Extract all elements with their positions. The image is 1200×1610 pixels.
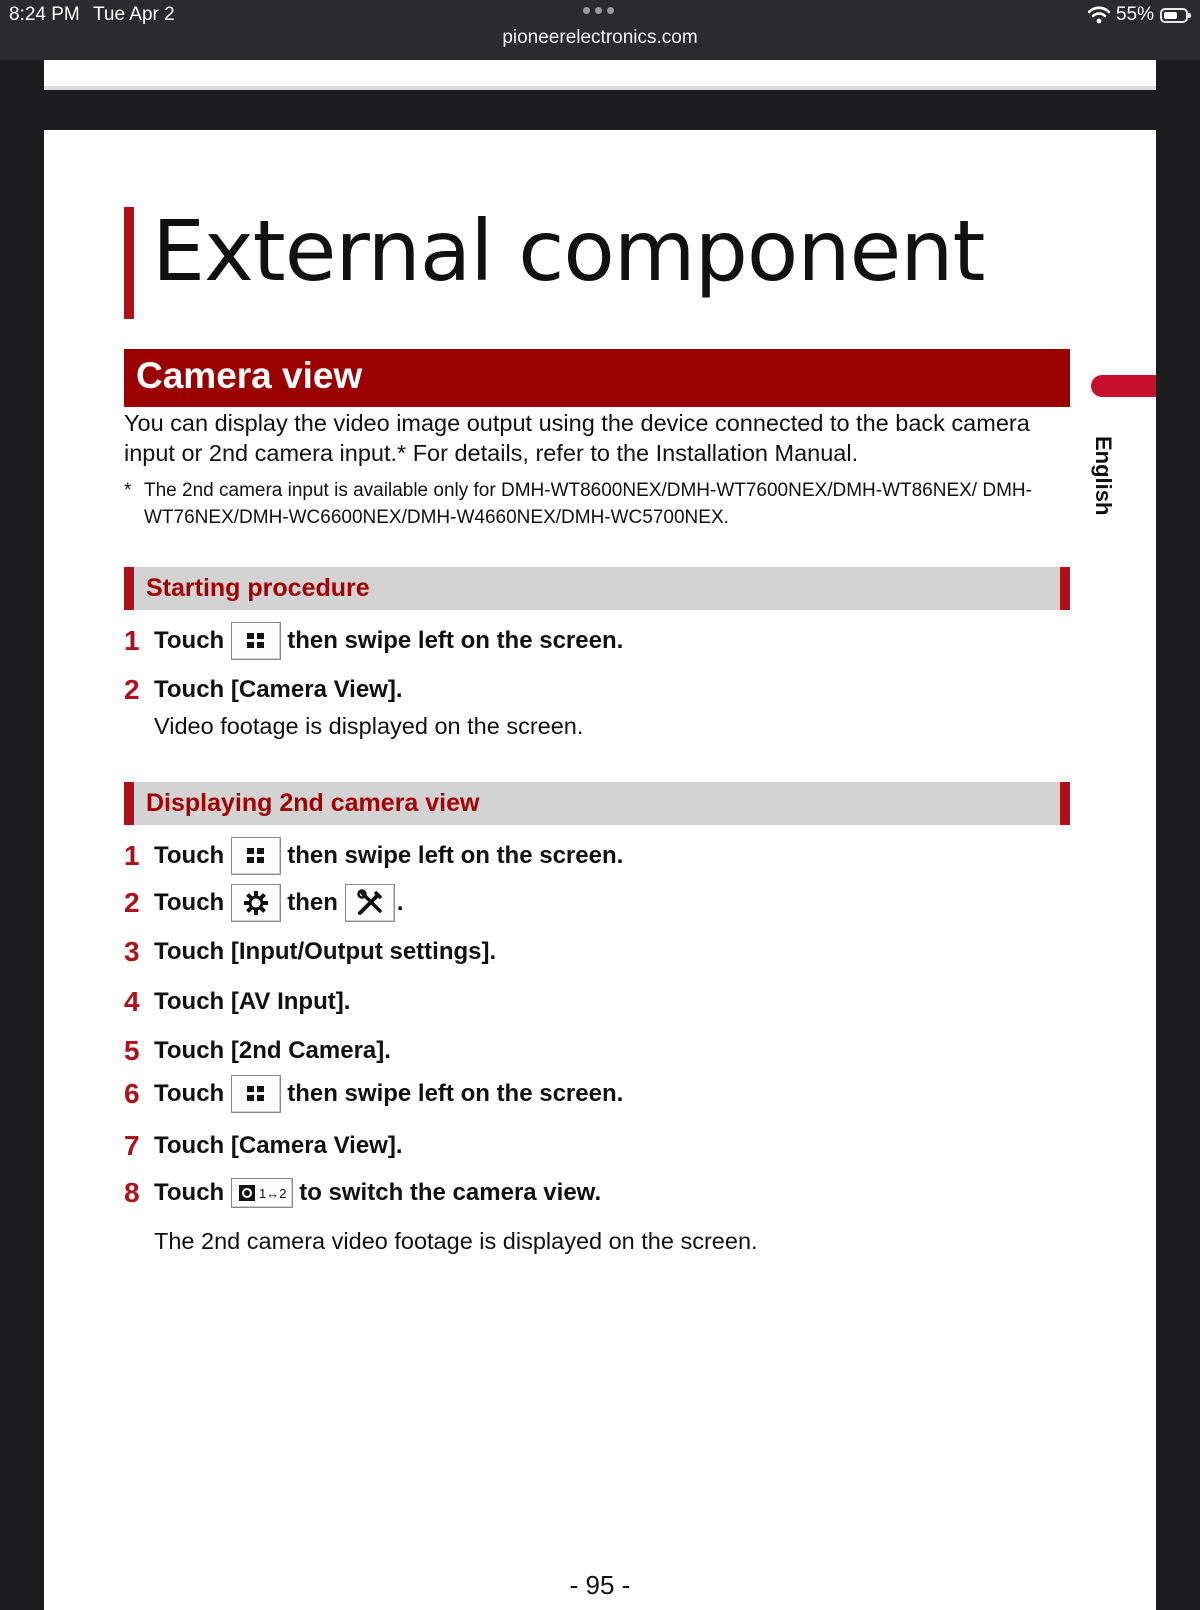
footnote-mark: * bbox=[124, 480, 132, 501]
step-text: then swipe left on the screen. bbox=[287, 627, 624, 654]
step-number: 7 bbox=[124, 1130, 140, 1161]
step-number: 8 bbox=[124, 1177, 140, 1208]
step-text: Touch [AV Input]. bbox=[154, 988, 351, 1015]
step-text: . bbox=[396, 889, 404, 916]
step-text: Touch bbox=[154, 842, 225, 869]
subheading-2nd-camera: Displaying 2nd camera view bbox=[124, 782, 1070, 825]
step-text: Touch [Input/Output settings]. bbox=[154, 938, 497, 965]
step-row bbox=[124, 622, 623, 660]
camera-switch-label: 1↔2 bbox=[258, 1185, 287, 1201]
step-number: 2 bbox=[124, 887, 140, 918]
status-date: Tue Apr 2 bbox=[93, 4, 175, 25]
section-heading: Camera view bbox=[124, 349, 1070, 407]
step-row bbox=[124, 936, 496, 968]
battery-icon bbox=[1160, 8, 1188, 23]
step-number: 4 bbox=[124, 986, 140, 1017]
step-text: Touch bbox=[154, 889, 225, 916]
camera-switch-icon bbox=[231, 1178, 293, 1208]
footnote bbox=[124, 477, 1084, 531]
step-row bbox=[124, 884, 404, 922]
step-row bbox=[124, 674, 403, 706]
language-label: English bbox=[1091, 436, 1116, 516]
step-row bbox=[124, 1130, 403, 1162]
footnote-text: The 2nd camera input is available only for DMH-WT8600NEX/DMH-WT7600NEX/DMH-WT86NEX/ DMH-WT76NEX/DMH-WC6600NEX/DMH-W4660NEX/DMH-WC5700NEX. bbox=[144, 480, 1032, 528]
step-text: to switch the camera view. bbox=[299, 1179, 602, 1206]
step-row bbox=[124, 837, 623, 875]
step-text: Touch bbox=[154, 627, 225, 654]
step-result: The 2nd camera video footage is displayed on the screen. bbox=[154, 1228, 758, 1254]
step-number: 5 bbox=[124, 1035, 140, 1066]
step-row bbox=[124, 1177, 601, 1209]
grid-icon bbox=[231, 837, 281, 875]
gear-icon bbox=[231, 884, 281, 922]
step-text: then bbox=[287, 889, 338, 916]
status-time: 8:24 PM bbox=[9, 4, 80, 25]
step-number: 1 bbox=[124, 840, 140, 871]
browser-status-bar bbox=[0, 0, 1200, 60]
step-text: Touch bbox=[154, 1179, 225, 1206]
step-number: 6 bbox=[124, 1078, 140, 1109]
step-text: Touch bbox=[154, 1080, 225, 1107]
step-text: Touch [2nd Camera]. bbox=[154, 1037, 391, 1064]
step-number: 3 bbox=[124, 936, 140, 967]
title-accent-bar bbox=[124, 207, 134, 319]
step-text: Touch [Camera View]. bbox=[154, 1132, 403, 1159]
step-row bbox=[124, 1075, 623, 1113]
step-result: Video footage is displayed on the screen. bbox=[154, 713, 584, 739]
page-number: - 95 - bbox=[569, 1570, 631, 1600]
previous-page-edge bbox=[44, 60, 1156, 90]
step-text: then swipe left on the screen. bbox=[287, 1080, 624, 1107]
step-row bbox=[124, 1035, 391, 1067]
step-row bbox=[124, 986, 350, 1018]
subheading-starting-procedure: Starting procedure bbox=[124, 567, 1070, 610]
url-label[interactable]: pioneerelectronics.com bbox=[502, 27, 698, 48]
step-number: 1 bbox=[124, 625, 140, 656]
battery-percent: 55% bbox=[1115, 4, 1154, 25]
step-text: Touch [Camera View]. bbox=[154, 676, 403, 703]
status-indicators bbox=[1088, 4, 1188, 26]
tools-icon bbox=[345, 884, 395, 922]
wifi-icon bbox=[1088, 6, 1110, 24]
manual-page bbox=[44, 130, 1156, 1610]
language-tab bbox=[1091, 375, 1156, 397]
page-title: External component bbox=[152, 202, 985, 300]
grid-icon bbox=[231, 622, 281, 660]
multitasking-dots-icon[interactable] bbox=[583, 7, 614, 14]
step-number: 2 bbox=[124, 674, 140, 705]
grid-icon bbox=[231, 1075, 281, 1113]
step-text: then swipe left on the screen. bbox=[287, 842, 624, 869]
intro-paragraph: You can display the video image output using the device connected to the back camera input or 2nd camera input.* For details, refer to the Installation Manual. bbox=[124, 410, 1030, 466]
